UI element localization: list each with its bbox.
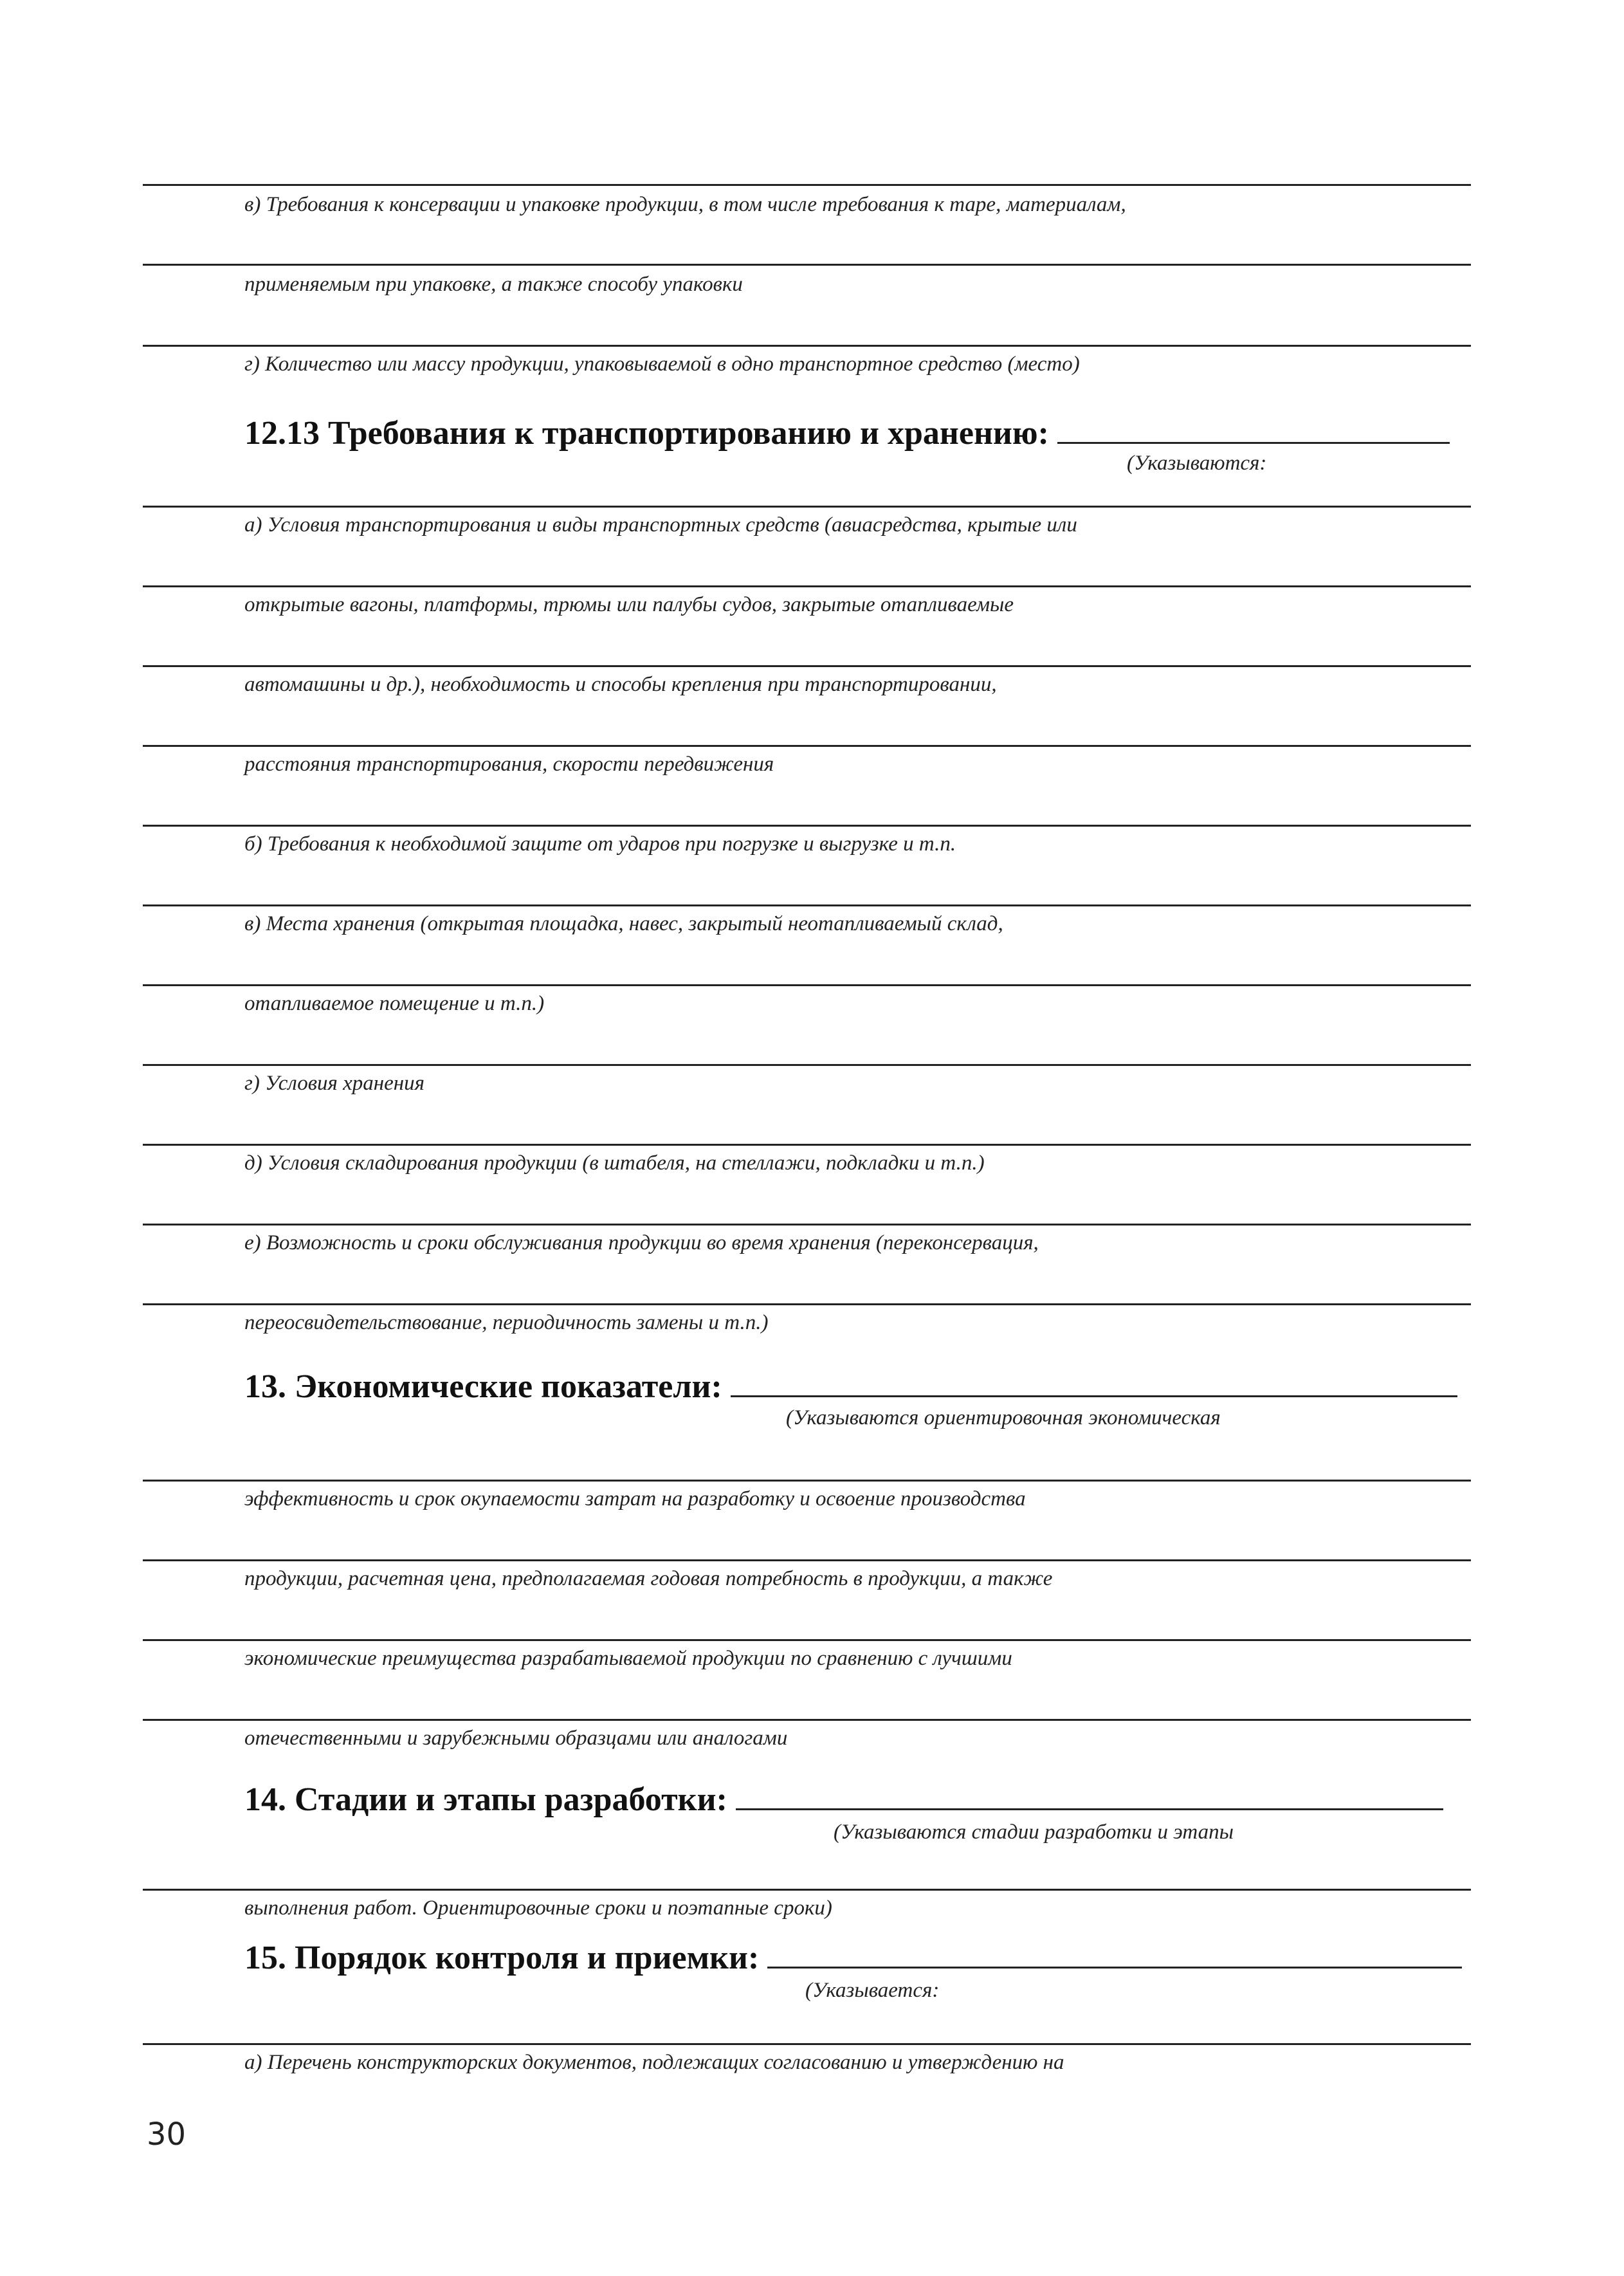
note-line: автомашины и др.), необходимость и способы крепления при транспортировании, [244,673,997,696]
form-rule [143,984,1471,986]
form-rule [143,1144,1471,1146]
section-heading-13 [244,1368,1457,1406]
page-number: 30 [147,2116,187,2152]
form-rule [143,585,1471,587]
note-line: выполнения работ. Ориентировочные сроки и поэтапные сроки) [244,1896,832,1920]
note-line: продукции, расчетная цена, предполагаемая годовая потребность в продукции, а также [244,1567,1053,1590]
note-line: г) Количество или массу продукции, упаковываемой в одно транспортное средство (место) [244,353,1080,376]
form-rule [143,184,1471,186]
form-rule [143,264,1471,266]
fill-line [767,1966,1462,1969]
form-rule [143,506,1471,508]
form-rule [143,1064,1471,1066]
heading-text: 13. Экономические показатели: [244,1368,722,1405]
heading-hint: (Указываются ориентировочная экономическая [786,1406,1221,1429]
note-line: д) Условия складирования продукции (в штабеля, на стеллажи, подкладки и т.п.) [244,1152,985,1175]
section-heading-15 [244,1939,1462,1977]
form-rule [143,745,1471,747]
note-line: в) Места хранения (открытая площадка, навес, закрытый неотапливаемый склад, [244,912,1003,935]
form-rule [143,1889,1471,1891]
heading-text: 12.13 Требования к транспортированию и хранению: [244,415,1049,452]
note-line: отечественными и зарубежными образцами или аналогами [244,1727,788,1750]
note-line: применяемым при упаковке, а также способу упаковки [244,273,743,296]
heading-hint: (Указываются: [1127,452,1267,475]
note-line: а) Условия транспортирования и виды транспортных средств (авиасредства, крытые или [244,513,1077,537]
note-line: отапливаемое помещение и т.п.) [244,992,545,1015]
heading-text: 15. Порядок контроля и приемки: [244,1940,760,1976]
note-line: открытые вагоны, платформы, трюмы или палубы судов, закрытые отапливаемые [244,593,1014,616]
note-line: в) Требования к консервации и упаковке продукции, в том числе требования к таре, материалам, [244,193,1126,216]
form-rule [143,1559,1471,1561]
form-rule [143,1224,1471,1225]
form-rule [143,665,1471,667]
form-rule [143,345,1471,347]
heading-hint: (Указываются стадии разработки и этапы [834,1821,1234,1844]
note-line: а) Перечень конструкторских документов, подлежащих согласованию и утверждению на [244,2051,1064,2074]
fill-line [1057,441,1450,444]
heading-text: 14. Стадии и этапы разработки: [244,1781,727,1818]
note-line: расстояния транспортирования, скорости передвижения [244,753,774,776]
form-rule [143,904,1471,906]
note-line: эффективность и срок окупаемости затрат на разработку и освоение производства [244,1487,1026,1510]
heading-hint: (Указывается: [805,1979,940,2002]
section-heading-14 [244,1781,1443,1819]
form-rule [143,1480,1471,1482]
form-rule [143,825,1471,827]
note-line: е) Возможность и сроки обслуживания продукции во время хранения (переконсервация, [244,1231,1039,1254]
form-rule [143,1639,1471,1641]
note-line: г) Условия хранения [244,1072,425,1095]
form-rule [143,1303,1471,1305]
fill-line [731,1395,1457,1397]
note-line: б) Требования к необходимой защите от ударов при погрузке и выгрузке и т.п. [244,832,956,856]
fill-line [736,1808,1443,1810]
form-rule [143,2043,1471,2045]
section-heading-12-13 [244,414,1450,452]
form-rule [143,1719,1471,1721]
note-line: переосвидетельствование, периодичность замены и т.п.) [244,1311,769,1334]
note-line: экономические преимущества разрабатываемой продукции по сравнению с лучшими [244,1647,1012,1670]
